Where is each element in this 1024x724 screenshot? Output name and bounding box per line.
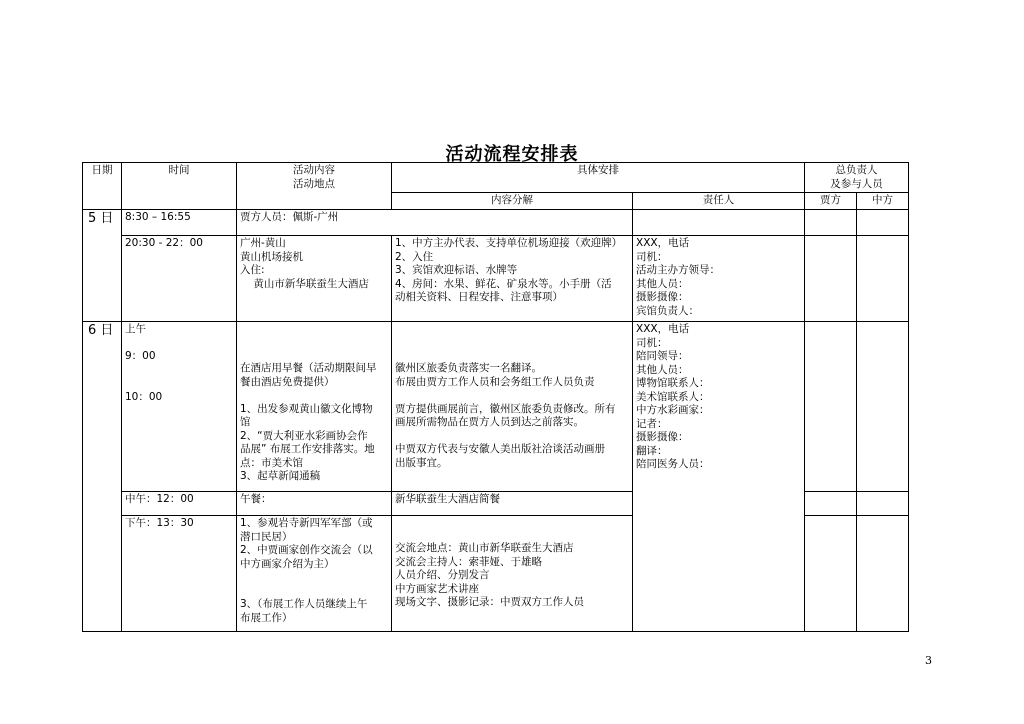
page-number: 3 — [925, 654, 932, 667]
day6-afternoon-breakdown: 交流会地点：黄山市新华联蚕生大酒店 交流会主持人：索菲娅、于雄略 人员介绍、分别发言 中方画家艺术讲座 现场文字、摄影记录：中贾双方工作人员 — [392, 516, 633, 632]
day6-morning-side-a — [805, 322, 857, 492]
day5-row1-time: 8:30 – 16:55 — [122, 210, 237, 236]
header-side-b: 中方 — [857, 193, 909, 210]
day6-morning-breakdown: 徽州区旅委负责落实一名翻译。 布展由贾方工作人员和会务组工作人员负责 贾方提供画展前言，徽州区旅委负责修改。所有 画展所需物品在贾方人员到达之前落实。 中贾双方代表与安徽人美出版社洽谈活动画册 出版事宜。 — [392, 322, 633, 492]
header-date: 日期 — [83, 163, 122, 210]
header-row — [83, 163, 909, 193]
day6-morning-time: 上午 9：00 10：00 — [122, 322, 237, 492]
day6-afternoon-side-b — [857, 516, 909, 632]
header-responsible: 责任人 — [633, 193, 805, 210]
day6-morning-content: 在酒店用早餐（活动期限间早 餐由酒店免费提供） 1、出发参观黄山徽文化博物 馆 2、“贾大利亚水彩画协会作 品展” 布展工作安排落实。地 点：市美术馆 3、起草新闻通稿 — [237, 322, 392, 492]
day6-noon-breakdown: 新华联蚕生大酒店简餐 — [392, 492, 633, 516]
day6-noon-time: 中午：12：00 — [122, 492, 237, 516]
header-content-line1: 活动内容 — [293, 164, 335, 176]
table-row — [83, 236, 909, 322]
header-content — [237, 163, 392, 210]
day6-afternoon-side-a — [805, 516, 857, 632]
day5-row2-responsible: XXX，电话 司机： 活动主办方领导： 其他人员： 摄影摄像： 宾馆负责人： — [633, 236, 805, 322]
day6-label: 6 日 — [83, 322, 122, 632]
day6-noon-side-b — [857, 492, 909, 516]
header-breakdown: 内容分解 — [392, 193, 633, 210]
document-title: 活动流程安排表 — [445, 144, 579, 165]
day6-noon-side-a — [805, 492, 857, 516]
day5-row2-time: 20:30 - 22：00 — [122, 236, 237, 322]
header-owner — [805, 163, 909, 193]
header-side-a: 贾方 — [805, 193, 857, 210]
day5-row2-side-b — [857, 236, 909, 322]
table-row — [83, 210, 909, 236]
day5-row1-side-a — [805, 210, 857, 236]
header-content-line2: 活动地点 — [293, 177, 335, 190]
day5-row2-side-a — [805, 236, 857, 322]
table-row — [83, 322, 909, 492]
day6-responsible: XXX，电话 司机： 陪同领导： 其他人员： 博物馆联系人： 美术馆联系人： 中方水彩画家： 记者： 摄影摄像： 翻译： 陪同医务人员： — [633, 322, 805, 632]
header-owner-line1: 总负责人 — [835, 164, 878, 176]
day6-afternoon-time: 下午：13：30 — [122, 516, 237, 632]
header-owner-line2: 及参与人员 — [830, 177, 883, 190]
day5-row2-breakdown: 1、中方主办代表、支持单位机场迎接（欢迎牌） 2、入住 3、宾馆欢迎标语、水牌等 4、房间：水果、鲜花、矿泉水等。小手册（活 动相关资料、日程安排、注意事项） — [392, 236, 633, 322]
header-time: 时间 — [122, 163, 237, 210]
day5-label: 5 日 — [83, 210, 122, 322]
day5-row1-responsible — [633, 210, 805, 236]
day5-row1-content: 贾方人员：佩斯-广州 — [237, 210, 633, 236]
day6-noon-content: 午餐： — [237, 492, 392, 516]
day6-afternoon-content: 1、参观岩寺新四军军部（或 潜口民居） 2、中贾画家创作交流会（以 中方画家介绍为主） 3、（布展工作人员继续上午 布展工作） — [237, 516, 392, 632]
day5-row1-side-b — [857, 210, 909, 236]
schedule-table — [82, 162, 909, 632]
header-arrangement: 具体安排 — [392, 163, 805, 193]
day5-row2-content: 广州-黄山 黄山机场接机 入住: 黄山市新华联蚕生大酒店 — [237, 236, 392, 322]
day6-morning-side-b — [857, 322, 909, 492]
